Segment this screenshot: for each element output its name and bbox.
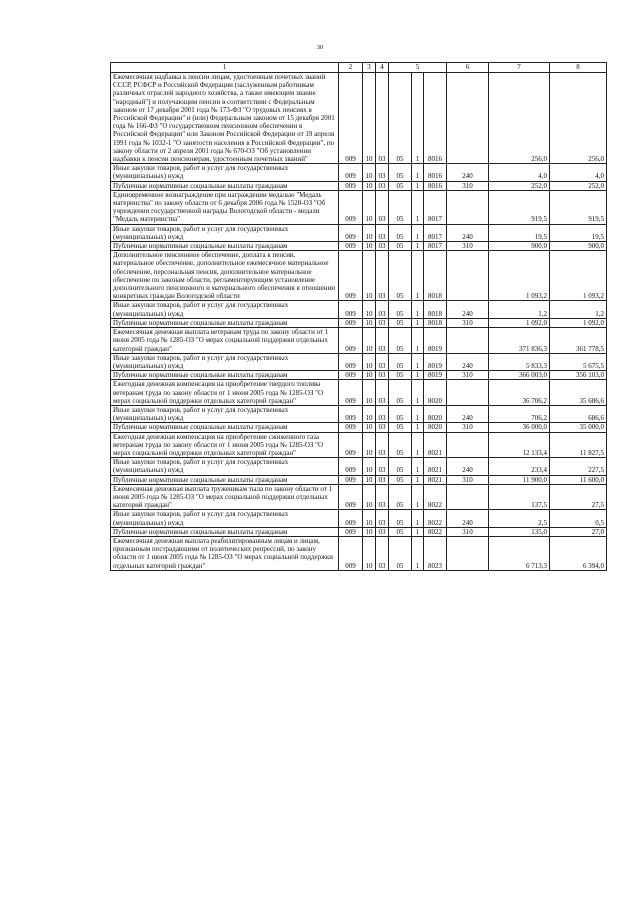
target-article-part2-cell: 1 [412,475,424,484]
target-article-part1-cell: 05 [389,475,412,484]
subsection-code-cell: 03 [376,190,389,224]
amount-year1-cell: 252,0 [489,181,550,190]
ministry-code-cell: 009 [339,475,363,484]
section-code-cell: 10 [363,251,376,301]
ministry-code-cell: 009 [339,458,363,475]
target-article-part3-cell: 8019 [424,328,447,354]
subsection-code-cell: 03 [376,301,389,318]
row-name-cell: Иные закупки товаров, работ и услуг для государственных (муниципальных) нужд [111,510,339,527]
table-row [111,475,607,484]
section-code-cell: 10 [363,475,376,484]
ministry-code-cell: 009 [339,423,363,432]
target-article-part1-cell: 05 [389,432,412,458]
ministry-code-cell: 009 [339,371,363,380]
target-article-part1-cell: 05 [389,405,412,422]
subsection-code-cell: 03 [376,380,389,406]
expense-type-cell: 240 [447,301,489,318]
amount-year1-cell: 1 092,0 [489,318,550,327]
row-name-cell: Ежемесячная денежная выплата ветеранам труда по закону области от 1 июня 2005 года № 1285-ОЗ "О мерах социальной поддержки отдельных категорий граждан" [111,328,339,354]
expense-type-cell: 310 [447,371,489,380]
target-article-part2-cell: 1 [412,405,424,422]
ministry-code-cell: 009 [339,73,363,164]
target-article-part1-cell: 05 [389,423,412,432]
table-row [111,536,607,570]
section-code-cell: 10 [363,371,376,380]
amount-year1-cell: 6 713,3 [489,536,550,570]
row-name-cell: Публичные нормативные социальные выплаты гражданам [111,475,339,484]
table-row [111,164,607,181]
target-article-part1-cell: 05 [389,318,412,327]
table-row [111,328,607,354]
table-row [111,371,607,380]
amount-year2-cell: 35 686,6 [550,380,607,406]
target-article-part2-cell: 1 [412,527,424,536]
expense-type-cell [447,73,489,164]
target-article-part2-cell: 1 [412,458,424,475]
target-article-part1-cell: 05 [389,251,412,301]
ministry-code-cell: 009 [339,242,363,251]
ministry-code-cell: 009 [339,405,363,422]
ministry-code-cell: 009 [339,190,363,224]
expense-type-cell: 240 [447,510,489,527]
expense-type-cell [447,380,489,406]
expense-type-cell: 310 [447,527,489,536]
table-row [111,405,607,422]
target-article-part1-cell: 05 [389,353,412,370]
target-article-part3-cell: 8020 [424,423,447,432]
expense-type-cell: 310 [447,181,489,190]
target-article-part2-cell: 1 [412,242,424,251]
table-row [111,301,607,318]
amount-year1-cell: 12 133,4 [489,432,550,458]
expense-type-cell [447,190,489,224]
row-name-cell: Публичные нормативные социальные выплаты гражданам [111,527,339,536]
ministry-code-cell: 009 [339,353,363,370]
section-code-cell: 10 [363,405,376,422]
expense-type-cell: 310 [447,318,489,327]
target-article-part2-cell: 1 [412,328,424,354]
target-article-part3-cell: 8022 [424,484,447,510]
ministry-code-cell: 009 [339,181,363,190]
ministry-code-cell: 009 [339,318,363,327]
target-article-part3-cell: 8019 [424,371,447,380]
amount-year1-cell: 1 093,2 [489,251,550,301]
target-article-part2-cell: 1 [412,432,424,458]
amount-year2-cell: 919,5 [550,190,607,224]
header-cell: 7 [489,63,550,73]
target-article-part1-cell: 05 [389,181,412,190]
target-article-part1-cell: 05 [389,190,412,224]
section-code-cell: 10 [363,301,376,318]
table-header-row [111,63,607,73]
target-article-part3-cell: 8017 [424,242,447,251]
table-row [111,251,607,301]
section-code-cell: 10 [363,432,376,458]
section-code-cell: 10 [363,423,376,432]
section-code-cell: 10 [363,380,376,406]
expense-type-cell [447,432,489,458]
target-article-part3-cell: 8017 [424,190,447,224]
ministry-code-cell: 009 [339,484,363,510]
target-article-part1-cell: 05 [389,527,412,536]
header-cell: 1 [111,63,339,73]
amount-year2-cell: 11 827,5 [550,432,607,458]
amount-year1-cell: 11 900,0 [489,475,550,484]
amount-year2-cell: 19,5 [550,224,607,241]
target-article-part1-cell: 05 [389,536,412,570]
expense-type-cell: 310 [447,423,489,432]
section-code-cell: 10 [363,353,376,370]
section-code-cell: 10 [363,328,376,354]
subsection-code-cell: 03 [376,527,389,536]
section-code-cell: 10 [363,484,376,510]
subsection-code-cell: 03 [376,458,389,475]
table-row [111,432,607,458]
table-row [111,73,607,164]
subsection-code-cell: 03 [376,251,389,301]
amount-year2-cell: 1 093,2 [550,251,607,301]
row-name-cell: Иные закупки товаров, работ и услуг для государственных (муниципальных) нужд [111,405,339,422]
target-article-part1-cell: 05 [389,73,412,164]
target-article-part2-cell: 1 [412,423,424,432]
subsection-code-cell: 03 [376,318,389,327]
table-row [111,458,607,475]
ministry-code-cell: 009 [339,224,363,241]
section-code-cell: 10 [363,510,376,527]
target-article-part3-cell: 8021 [424,458,447,475]
ministry-code-cell: 009 [339,251,363,301]
target-article-part3-cell: 8020 [424,405,447,422]
table-row [111,224,607,241]
amount-year2-cell: 252,0 [550,181,607,190]
table-body [111,63,607,571]
expense-type-cell: 240 [447,405,489,422]
row-name-cell: Ежемесячная денежная выплата реабилитированным лицам и лицам, признанным пострадавшими от политических репрессий, по закону области от 1 июня 2005 года № 1285-ОЗ "О мерах социальной поддержки отдельных категорий граждан" [111,536,339,570]
subsection-code-cell: 03 [376,371,389,380]
expense-type-cell [447,484,489,510]
subsection-code-cell: 03 [376,536,389,570]
subsection-code-cell: 03 [376,164,389,181]
target-article-part3-cell: 8019 [424,353,447,370]
table-row [111,380,607,406]
subsection-code-cell: 03 [376,484,389,510]
row-name-cell: Публичные нормативные социальные выплаты гражданам [111,371,339,380]
section-code-cell: 10 [363,164,376,181]
row-name-cell: Иные закупки товаров, работ и услуг для государственных (муниципальных) нужд [111,353,339,370]
row-name-cell: Ежемесячная надбавка к пенсии лицам, удостоенным почетных званий СССР, РСФСР и Российской Федерации (заслуженным работникам различных отраслей народного хозяйства, а также имеющим звание "народный") и получающим пенсии в соответствии с Федеральным законом от 17 декабря 2001 года № 173-ФЗ "О трудовых пенсиях в Российской Федерации" и (или) Федеральным законом от 15 декабря 2001 года № 166-ФЗ "О государственном пенсионном обеспечении в Российской Федерации" или Законом Российской Федерации от 19 апреля 1991 года № 1032-1 "О занятости населения в Российской Федерации", по закону области от 2 апреля 2001 года № 670-ОЗ "Об установлении надбавки к пенсии пенсионерам, удостоенным почетных званий" [111,73,339,164]
row-name-cell: Публичные нормативные социальные выплаты гражданам [111,242,339,251]
target-article-part2-cell: 1 [412,164,424,181]
amount-year2-cell: 227,5 [550,458,607,475]
table-row [111,242,607,251]
ministry-code-cell: 009 [339,380,363,406]
amount-year1-cell: 135,0 [489,527,550,536]
amount-year2-cell: 361 778,5 [550,328,607,354]
page-number: 30 [316,44,324,51]
amount-year2-cell: 1,2 [550,301,607,318]
target-article-part2-cell: 1 [412,251,424,301]
section-code-cell: 10 [363,536,376,570]
row-name-cell: Дополнительное пенсионное обеспечение, доплата к пенсии, материальное обеспечение, дополнительное ежемесячное материальное обеспечение, персональная пенсия, дополнительное материальное обеспечение по законам области, регламентирующим установление дополнительного пенсионного и материального обеспечения в отношении конкретных граждан Вологодской области [111,251,339,301]
section-code-cell: 10 [363,181,376,190]
target-article-part3-cell: 8016 [424,181,447,190]
amount-year1-cell: 137,5 [489,484,550,510]
amount-year1-cell: 1,2 [489,301,550,318]
expense-type-cell: 310 [447,475,489,484]
subsection-code-cell: 03 [376,423,389,432]
header-cell: 4 [376,63,389,73]
amount-year2-cell: 0,5 [550,510,607,527]
amount-year1-cell: 19,5 [489,224,550,241]
target-article-part2-cell: 1 [412,371,424,380]
amount-year1-cell: 4,0 [489,164,550,181]
target-article-part3-cell: 8018 [424,318,447,327]
row-name-cell: Единовременное вознаграждение при награждении медалью "Медаль материнства" по закону области от 6 декабря 2006 года № 1528-ОЗ "Об учреждении государственной награды Вологодской области - медали "Медаль материнства" [111,190,339,224]
subsection-code-cell: 03 [376,432,389,458]
amount-year1-cell: 5 833,3 [489,353,550,370]
target-article-part3-cell: 8021 [424,432,447,458]
expense-type-cell: 240 [447,224,489,241]
target-article-part2-cell: 1 [412,190,424,224]
section-code-cell: 10 [363,73,376,164]
header-cell: 6 [447,63,489,73]
row-name-cell: Иные закупки товаров, работ и услуг для государственных (муниципальных) нужд [111,224,339,241]
section-code-cell: 10 [363,190,376,224]
row-name-cell: Иные закупки товаров, работ и услуг для государственных (муниципальных) нужд [111,301,339,318]
target-article-part1-cell: 05 [389,164,412,181]
target-article-part3-cell: 8023 [424,536,447,570]
target-article-part1-cell: 05 [389,484,412,510]
subsection-code-cell: 03 [376,475,389,484]
amount-year2-cell: 4,0 [550,164,607,181]
target-article-part1-cell: 05 [389,458,412,475]
row-name-cell: Публичные нормативные социальные выплаты гражданам [111,423,339,432]
target-article-part3-cell: 8016 [424,164,447,181]
table-row [111,510,607,527]
section-code-cell: 10 [363,458,376,475]
target-article-part2-cell: 1 [412,353,424,370]
amount-year2-cell: 6 394,0 [550,536,607,570]
section-code-cell: 10 [363,224,376,241]
target-article-part1-cell: 05 [389,242,412,251]
amount-year1-cell: 919,5 [489,190,550,224]
section-code-cell: 10 [363,527,376,536]
target-article-part1-cell: 05 [389,510,412,527]
ministry-code-cell: 009 [339,527,363,536]
target-article-part2-cell: 1 [412,318,424,327]
amount-year2-cell: 356 103,0 [550,371,607,380]
target-article-part2-cell: 1 [412,380,424,406]
amount-year2-cell: 11 600,0 [550,475,607,484]
table-row [111,318,607,327]
amount-year2-cell: 27,5 [550,484,607,510]
target-article-part1-cell: 05 [389,224,412,241]
table-row [111,423,607,432]
table-row [111,190,607,224]
amount-year1-cell: 2,5 [489,510,550,527]
row-name-cell: Ежегодная денежная компенсация на приобретение сжиженного газа ветеранам труда по закону области от 1 июня 2005 года № 1285-ОЗ "О мерах социальной поддержки отдельных категорий граждан" [111,432,339,458]
target-article-part3-cell: 8016 [424,73,447,164]
target-article-part1-cell: 05 [389,328,412,354]
subsection-code-cell: 03 [376,405,389,422]
header-cell: 8 [550,63,607,73]
expense-type-cell [447,251,489,301]
amount-year1-cell: 36 000,0 [489,423,550,432]
ministry-code-cell: 009 [339,510,363,527]
row-name-cell: Ежемесячная денежная выплата труженикам тыла по закону области от 1 июня 2005 года № 1285-ОЗ "О мерах социальной поддержки отдельных категорий граждан" [111,484,339,510]
amount-year1-cell: 233,4 [489,458,550,475]
target-article-part3-cell: 8022 [424,527,447,536]
amount-year2-cell: 256,0 [550,73,607,164]
header-cell: 5 [389,63,447,73]
table-row [111,484,607,510]
subsection-code-cell: 03 [376,328,389,354]
table-row [111,527,607,536]
target-article-part3-cell: 8017 [424,224,447,241]
header-cell: 2 [339,63,363,73]
target-article-part3-cell: 8021 [424,475,447,484]
ministry-code-cell: 009 [339,432,363,458]
table-row [111,353,607,370]
target-article-part2-cell: 1 [412,73,424,164]
amount-year2-cell: 27,0 [550,527,607,536]
ministry-code-cell: 009 [339,328,363,354]
subsection-code-cell: 03 [376,224,389,241]
amount-year2-cell: 5 675,5 [550,353,607,370]
amount-year1-cell: 366 003,0 [489,371,550,380]
amount-year1-cell: 371 836,3 [489,328,550,354]
target-article-part2-cell: 1 [412,510,424,527]
expense-type-cell: 240 [447,353,489,370]
target-article-part2-cell: 1 [412,301,424,318]
row-name-cell: Иные закупки товаров, работ и услуг для государственных (муниципальных) нужд [111,458,339,475]
table-row [111,181,607,190]
amount-year2-cell: 35 000,0 [550,423,607,432]
target-article-part2-cell: 1 [412,484,424,510]
expense-type-cell: 240 [447,458,489,475]
ministry-code-cell: 009 [339,301,363,318]
amount-year2-cell: 686,6 [550,405,607,422]
expense-type-cell [447,536,489,570]
subsection-code-cell: 03 [376,73,389,164]
target-article-part1-cell: 05 [389,380,412,406]
expense-type-cell [447,328,489,354]
row-name-cell: Иные закупки товаров, работ и услуг для государственных (муниципальных) нужд [111,164,339,181]
target-article-part3-cell: 8022 [424,510,447,527]
expense-type-cell: 240 [447,164,489,181]
amount-year1-cell: 36 706,2 [489,380,550,406]
target-article-part3-cell: 8018 [424,301,447,318]
target-article-part1-cell: 05 [389,301,412,318]
row-name-cell: Публичные нормативные социальные выплаты гражданам [111,181,339,190]
target-article-part2-cell: 1 [412,181,424,190]
amount-year1-cell: 706,2 [489,405,550,422]
row-name-cell: Публичные нормативные социальные выплаты гражданам [111,318,339,327]
subsection-code-cell: 03 [376,181,389,190]
budget-table [110,62,607,571]
target-article-part3-cell: 8020 [424,380,447,406]
subsection-code-cell: 03 [376,242,389,251]
section-code-cell: 10 [363,242,376,251]
target-article-part2-cell: 1 [412,224,424,241]
ministry-code-cell: 009 [339,536,363,570]
expense-type-cell: 310 [447,242,489,251]
row-name-cell: Ежегодная денежная компенсация на приобретение твердого топлива ветеранам труда по закону области от 1 июня 2005 года № 1285-ОЗ "О мерах социальной поддержки отдельных категорий граждан" [111,380,339,406]
target-article-part3-cell: 8018 [424,251,447,301]
subsection-code-cell: 03 [376,510,389,527]
amount-year2-cell: 900,0 [550,242,607,251]
section-code-cell: 10 [363,318,376,327]
amount-year2-cell: 1 092,0 [550,318,607,327]
target-article-part2-cell: 1 [412,536,424,570]
subsection-code-cell: 03 [376,353,389,370]
amount-year1-cell: 256,0 [489,73,550,164]
target-article-part1-cell: 05 [389,371,412,380]
amount-year1-cell: 900,0 [489,242,550,251]
header-cell: 3 [363,63,376,73]
ministry-code-cell: 009 [339,164,363,181]
